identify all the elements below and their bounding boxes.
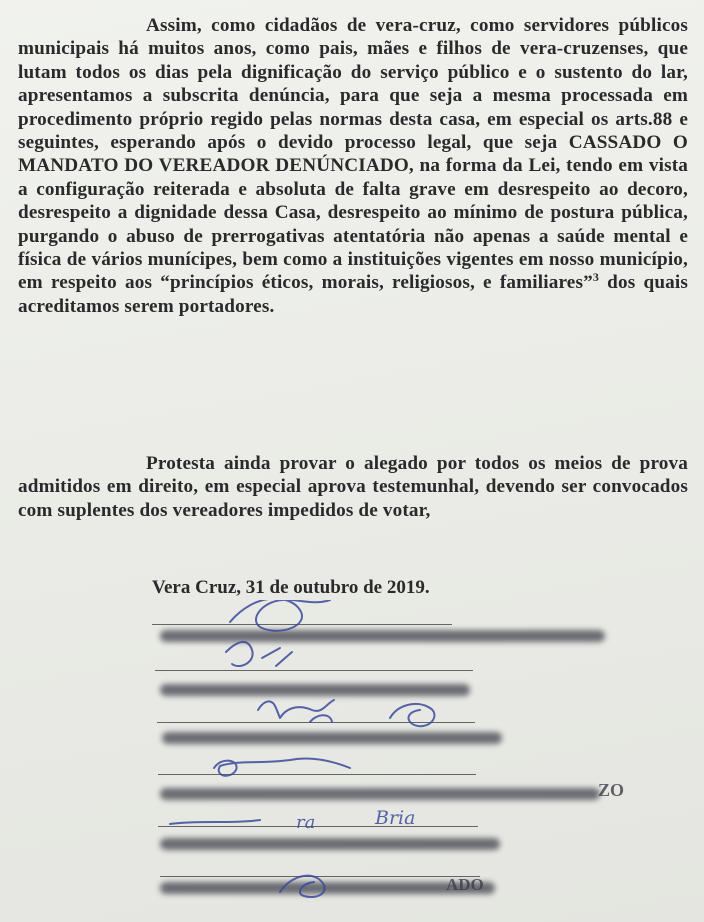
- paragraph-2-text: Protesta ainda provar o alegado por todos os meios de prova admitidos em direito, em especial aprova testemunhal, devendo ser convocados com suplentes dos vereadores impedidos de votar,: [18, 453, 688, 521]
- redacted-name-tail: ADO: [446, 875, 484, 894]
- paragraph-protesta: [18, 452, 688, 522]
- date-line: Vera Cruz, 31 de outubro de 2019.: [152, 577, 430, 598]
- paragraph-1-ending: dos quais acreditamos serem portadores.: [18, 272, 688, 317]
- paragraph-1-text: Assim, como cidadãos de vera-cruz, como servidores públicos municipais há muitos anos, como pais, mães e filhos de vera-cruzenses, que lutam todos os dias pela dignificação do serviço público e o sustento do lar, apresentamos a subscrita denúncia, para que seja a mesma processada em procedimento próprio regido pelas normas desta casa, em especial os arts.88 e seguintes, esperando após o devido processo legal, que seja CASSADO O MANDATO DO VEREADOR DENÚNCIADO, na forma da Lei, tendo em vista a configuração reiterada e absoluta de falta grave em desrespeito ao decoro, desrespeito a dignidade dessa Casa, desrespeito ao mínimo de postura pública, purgando o abuso de prerrogativas atentatória não apenas a saúde mental e física de vários munícipes, bem como a instituições vigentes em nosso município, em respeito aos “princípios éticos, morais, religiosos, e familiares”: [18, 15, 688, 294]
- signature-fragment: ra: [296, 812, 316, 833]
- paragraph-denuncia: [18, 14, 688, 318]
- signature-fragment: Bria: [375, 807, 416, 829]
- handwritten-signatures: [0, 600, 704, 922]
- redacted-name-tail: ZO: [598, 780, 625, 800]
- signature-block: [0, 600, 704, 922]
- footnote-mark: 3: [592, 270, 599, 285]
